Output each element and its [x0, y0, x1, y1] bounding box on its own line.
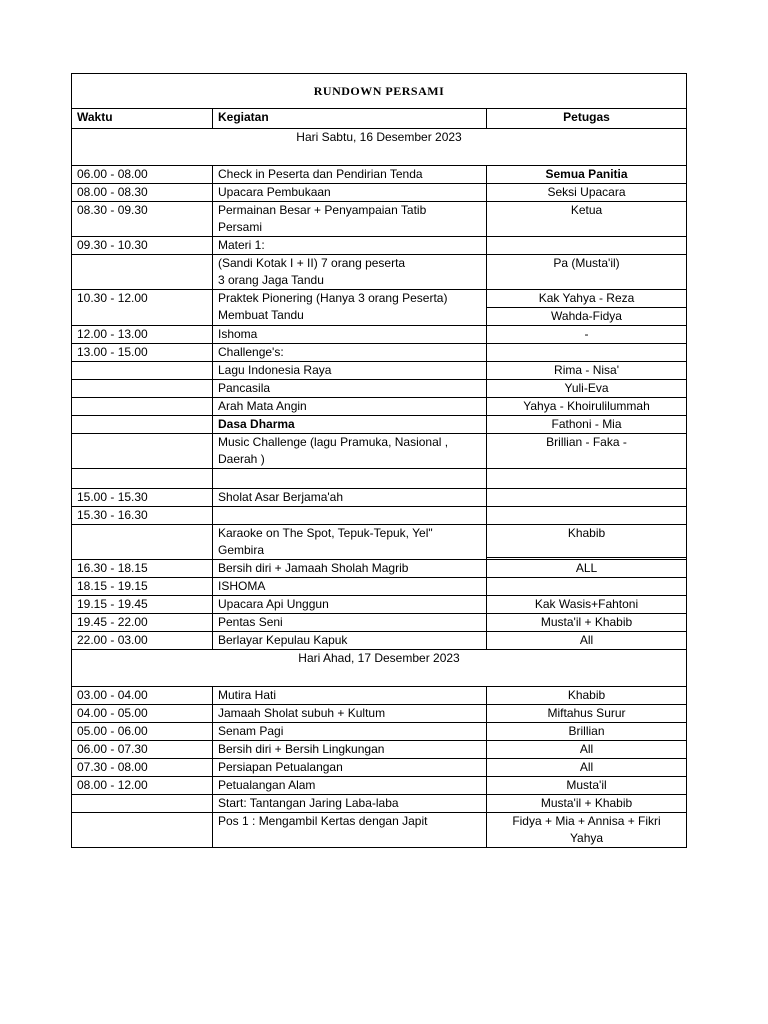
- time-cell: [72, 434, 213, 469]
- activity-cell: Start: Tantangan Jaring Laba-laba: [213, 795, 487, 813]
- activity-cell: Senam Pagi: [213, 723, 487, 741]
- time-cell: 18.15 - 19.15: [72, 578, 213, 596]
- header-petugas: Petugas: [487, 109, 687, 129]
- schedule-row: [72, 741, 687, 759]
- activity-cell: ISHOMA: [213, 578, 487, 596]
- staff-cell: [487, 507, 687, 525]
- staff-cell: Miftahus Surur: [487, 705, 687, 723]
- activity-cell: Mutira Hati: [213, 687, 487, 705]
- schedule-row: [72, 166, 687, 184]
- staff-cell: [487, 489, 687, 507]
- activity-cell: [213, 469, 487, 489]
- schedule-row: [72, 723, 687, 741]
- schedule-row: [72, 326, 687, 344]
- time-cell: 13.00 - 15.00: [72, 344, 213, 362]
- schedule-row: [72, 237, 687, 255]
- time-cell: 15.00 - 15.30: [72, 489, 213, 507]
- schedule-row: [72, 614, 687, 632]
- schedule-row: [72, 795, 687, 813]
- header-row: [72, 109, 687, 129]
- staff-cell: [487, 344, 687, 362]
- schedule-row: [72, 596, 687, 614]
- schedule-row: [72, 560, 687, 578]
- time-cell: 06.00 - 07.30: [72, 741, 213, 759]
- staff-cell: [487, 578, 687, 596]
- activity-cell: Upacara Pembukaan: [213, 184, 487, 202]
- time-cell: [72, 255, 213, 290]
- time-cell: 22.00 - 03.00: [72, 632, 213, 650]
- schedule-row: [72, 416, 687, 434]
- time-cell: [72, 362, 213, 380]
- time-cell: [72, 795, 213, 813]
- time-cell: [72, 813, 213, 848]
- time-cell: 07.30 - 08.00: [72, 759, 213, 777]
- activity-cell: Bersih diri + Jamaah Sholah Magrib: [213, 560, 487, 578]
- header-kegiatan: Kegiatan: [213, 109, 487, 129]
- activity-cell: Berlayar Kepulau Kapuk: [213, 632, 487, 650]
- day2-heading-row: [72, 650, 687, 687]
- staff-cell: [487, 469, 687, 489]
- time-cell: [72, 398, 213, 416]
- time-cell: 19.15 - 19.45: [72, 596, 213, 614]
- time-cell: 03.00 - 04.00: [72, 687, 213, 705]
- activity-cell: Petualangan Alam: [213, 777, 487, 795]
- time-cell: 16.30 - 18.15: [72, 560, 213, 578]
- activity-cell: Upacara Api Unggun: [213, 596, 487, 614]
- day-heading: Hari Sabtu, 16 Desember 2023: [72, 129, 687, 166]
- schedule-row: [72, 578, 687, 596]
- schedule-row: [72, 398, 687, 416]
- day1-heading-row: [72, 129, 687, 166]
- staff-cell: Yahya - Khoirulilummah: [487, 398, 687, 416]
- staff-cell: Wahda-Fidya: [487, 308, 687, 326]
- schedule-row: [72, 632, 687, 650]
- activity-cell: Pentas Seni: [213, 614, 487, 632]
- day-heading: Hari Ahad, 17 Desember 2023: [72, 650, 687, 687]
- time-cell: 08.00 - 12.00: [72, 777, 213, 795]
- activity-cell: Music Challenge (lagu Pramuka, Nasional , Daerah ): [213, 434, 487, 469]
- staff-cell: Khabib: [487, 525, 687, 558]
- schedule-row: [72, 184, 687, 202]
- activity-cell: Lagu Indonesia Raya: [213, 362, 487, 380]
- activity-cell: Persiapan Petualangan: [213, 759, 487, 777]
- activity-cell: Jamaah Sholat subuh + Kultum: [213, 705, 487, 723]
- staff-cell: Pa (Musta'il): [487, 255, 687, 290]
- schedule-row: [72, 362, 687, 380]
- schedule-row: [72, 687, 687, 705]
- staff-cell: Yuli-Eva: [487, 380, 687, 398]
- activity-cell: Sholat Asar Berjama'ah: [213, 489, 487, 507]
- staff-cell: All: [487, 632, 687, 650]
- staff-cell: Musta'il: [487, 777, 687, 795]
- schedule-row: [72, 777, 687, 795]
- activity-cell: Permainan Besar + Penyampaian Tatib Persami: [213, 202, 487, 237]
- staff-cell: Brillian - Faka -: [487, 434, 687, 469]
- schedule-row: [72, 290, 687, 308]
- schedule-row: [72, 489, 687, 507]
- staff-cell: Rima - Nisa': [487, 362, 687, 380]
- activity-cell: (Sandi Kotak I + II) 7 orang peserta 3 orang Jaga Tandu: [213, 255, 487, 290]
- staff-cell: Musta'il + Khabib: [487, 614, 687, 632]
- staff-cell: All: [487, 759, 687, 777]
- staff-cell: Fidya + Mia + Annisa + Fikri Yahya: [487, 813, 687, 848]
- time-cell: 09.30 - 10.30: [72, 237, 213, 255]
- time-cell: 05.00 - 06.00: [72, 723, 213, 741]
- staff-cell: Musta'il + Khabib: [487, 795, 687, 813]
- staff-cell: Kak Wasis+Fahtoni: [487, 596, 687, 614]
- schedule-row: [72, 380, 687, 398]
- time-cell: [72, 525, 213, 560]
- staff-cell: ALL: [487, 560, 687, 578]
- time-cell: 10.30 - 12.00: [72, 290, 213, 326]
- activity-cell: Pancasila: [213, 380, 487, 398]
- schedule-row: [72, 705, 687, 723]
- staff-cell: Kak Yahya - Reza: [487, 290, 687, 308]
- header-waktu: Waktu: [72, 109, 213, 129]
- schedule-row: [72, 759, 687, 777]
- time-cell: 08.00 - 08.30: [72, 184, 213, 202]
- staff-cell: -: [487, 326, 687, 344]
- activity-cell: Check in Peserta dan Pendirian Tenda: [213, 166, 487, 184]
- schedule-row: [72, 469, 687, 489]
- schedule-row: [72, 202, 687, 237]
- schedule-row: [72, 525, 687, 558]
- staff-cell: Semua Panitia: [487, 166, 687, 184]
- time-cell: [72, 416, 213, 434]
- time-cell: [72, 380, 213, 398]
- time-cell: 06.00 - 08.00: [72, 166, 213, 184]
- staff-cell: Seksi Upacara: [487, 184, 687, 202]
- time-cell: 19.45 - 22.00: [72, 614, 213, 632]
- activity-cell: Praktek Pionering (Hanya 3 orang Peserta) Membuat Tandu: [213, 290, 487, 326]
- activity-cell: Karaoke on The Spot, Tepuk-Tepuk, Yel" Gembira: [213, 525, 487, 560]
- time-cell: 08.30 - 09.30: [72, 202, 213, 237]
- activity-cell: Bersih diri + Bersih Lingkungan: [213, 741, 487, 759]
- schedule-row: [72, 507, 687, 525]
- schedule-row: [72, 344, 687, 362]
- activity-cell: Pos 1 : Mengambil Kertas dengan Japit: [213, 813, 487, 848]
- activity-cell: Materi 1:: [213, 237, 487, 255]
- activity-cell: Arah Mata Angin: [213, 398, 487, 416]
- activity-cell: Challenge's:: [213, 344, 487, 362]
- document-title: RUNDOWN PERSAMI: [72, 74, 687, 109]
- time-cell: [72, 469, 213, 489]
- activity-cell: Ishoma: [213, 326, 487, 344]
- time-cell: 04.00 - 05.00: [72, 705, 213, 723]
- activity-cell: [213, 507, 487, 525]
- time-cell: 12.00 - 13.00: [72, 326, 213, 344]
- staff-cell: Khabib: [487, 687, 687, 705]
- staff-cell: All: [487, 741, 687, 759]
- schedule-row: [72, 434, 687, 469]
- staff-cell: Fathoni - Mia: [487, 416, 687, 434]
- schedule-row: [72, 813, 687, 848]
- staff-cell: Brillian: [487, 723, 687, 741]
- schedule-row: [72, 255, 687, 290]
- staff-cell: Ketua: [487, 202, 687, 237]
- time-cell: 15.30 - 16.30: [72, 507, 213, 525]
- rundown-table: [71, 73, 687, 848]
- staff-cell: [487, 237, 687, 255]
- activity-cell: Dasa Dharma: [213, 416, 487, 434]
